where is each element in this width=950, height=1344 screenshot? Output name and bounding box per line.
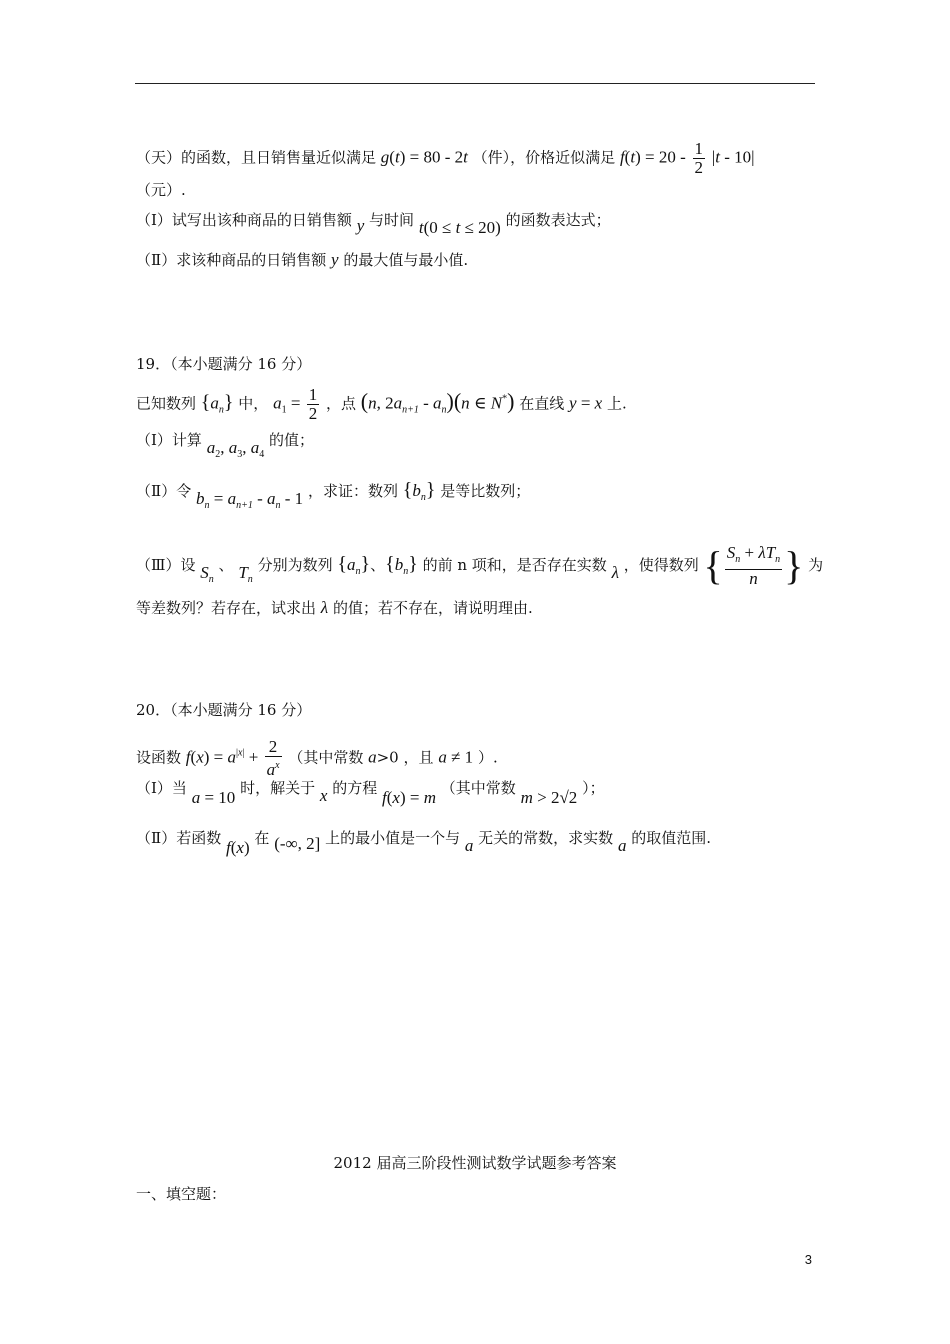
text: 20．（本小题满分 16 分） — [136, 701, 312, 719]
text: 的值；若不存在，请说明理由. — [332, 599, 533, 617]
text: 的最大值与最小值. — [343, 251, 469, 269]
text: （Ⅰ）试写出该种商品的日销售额 — [136, 211, 352, 229]
text: （Ⅰ）当 — [136, 779, 187, 797]
q19-line-2: （Ⅰ）计算 $a_2$, $a_3$, $a_4$ 的值； — [136, 431, 315, 460]
text: （其中常数 — [288, 748, 364, 767]
text: ）； — [582, 779, 605, 797]
text: 的方程 — [332, 779, 378, 797]
text: 的前 n 项和，是否存在实数 — [422, 556, 607, 574]
q20-line-3: （Ⅱ）若函数 f(x) 在 (-∞, 2] 上的最小值是一个与 a 无关的常数，求实数 a 的取值范围. — [136, 829, 712, 857]
section-fill-in-blank: 一、填空题： — [136, 1185, 227, 1203]
answer-title: 2012 届高三阶段性测试数学试题参考答案 — [333, 1154, 617, 1172]
text: 在 — [254, 829, 270, 847]
text: ）. — [477, 748, 498, 767]
q19-heading — [136, 354, 311, 374]
text: ，点 — [325, 394, 356, 413]
text: （天）的函数，且日销售量近似满足 — [136, 148, 377, 167]
q19-line-4: （Ⅲ）设 $S_n$ 、 $T_n$ 分别为数列 $\{a_n\}$、$\{b_n\}$ 的前 n 项和，是否存在实数 λ ，使得数列 { $\frac{S_n + \lambda T_n}{n}$ } 为 — [136, 543, 824, 588]
q19-line-3: （Ⅱ）令 $b_n = a_{n+1} - a_n - 1$ ，求证：数列 $\{b_n\}$ 是等比数列； — [136, 479, 531, 511]
header-rule — [135, 83, 815, 84]
text: 上. — [606, 394, 627, 413]
q18-line-1: （天）的函数，且日销售量近似满足 g(t) = 80 - 2t （件），价格近似满足 f(t) = 20 - $\frac{1}{2}$ |t - 10| — [136, 139, 755, 177]
q18-line-4: （Ⅱ）求该种商品的日销售额 y 的最大值与最小值. — [136, 250, 469, 269]
text: ，使得数列 — [623, 556, 699, 574]
text: ，且 — [403, 748, 434, 767]
text: 无关的常数，求实数 — [478, 829, 614, 847]
q20-line-2: （Ⅰ）当 a = 10 时，解关于 x 的方程 f(x) = m （其中常数 m > 2√2 ）； — [136, 779, 605, 807]
text: 时，解关于 — [240, 779, 316, 797]
text: （Ⅰ）计算 — [136, 431, 202, 449]
text: （Ⅱ）求该种商品的日销售额 — [136, 251, 327, 269]
fraction-2-over-ax: $\frac{2}{a^x}$ — [266, 737, 280, 779]
text: （元）. — [136, 181, 186, 199]
text: 的取值范围. — [631, 829, 712, 847]
text: 为 — [808, 556, 824, 574]
q18-line-2 — [136, 180, 186, 200]
fraction-half: $\frac{1}{2}$ — [308, 385, 318, 423]
text: 、 — [218, 556, 234, 574]
formula-f: f — [619, 147, 625, 167]
q18-line-3: （Ⅰ）试写出该种商品的日销售额 y 与时间 t(0 ≤ t ≤ 20) 的函数表达式； — [136, 211, 611, 237]
q19-line-5: 等差数列？若存在，试求出 λ 的值；若不存在，请说明理由. — [136, 598, 533, 617]
text: （Ⅱ）令 — [136, 482, 192, 500]
text: 在直线 — [519, 394, 565, 413]
formula-g: g — [380, 147, 390, 167]
fraction-half: $\frac{1}{2}$ — [694, 139, 704, 177]
text: 上的最小值是一个与 — [325, 829, 461, 847]
text: ，求证：数列 — [307, 482, 398, 500]
q20-heading — [136, 700, 311, 720]
text: 设函数 — [136, 748, 182, 767]
text: （件），价格近似满足 — [472, 148, 616, 167]
text: 中， — [238, 394, 269, 413]
text: （Ⅱ）若函数 — [136, 829, 222, 847]
text: 19．（本小题满分 16 分） — [136, 355, 312, 373]
text: 的值； — [269, 431, 315, 449]
text: 已知数列 — [136, 394, 197, 413]
text: （其中常数 — [440, 779, 516, 797]
text: （Ⅲ）设 — [136, 556, 196, 574]
text: 的函数表达式； — [505, 211, 611, 229]
q20-line-1: 设函数 $f(x) = a^{|x|}$ + $\frac{2}{a^x}$ （其中常数 a>0 ，且 a ≠ 1 ）. — [136, 737, 498, 779]
text: 是等比数列； — [440, 482, 531, 500]
text: 与时间 — [369, 211, 415, 229]
page-number: 3 — [804, 1252, 812, 1267]
text: 分别为数列 — [257, 556, 333, 574]
text: 等差数列？若存在，试求出 — [136, 599, 317, 617]
q19-line-1: 已知数列 $\{a_n\}$ 中， $a_1$ = $\frac{1}{2}$ ，点 (n, $2a_{n+1} - a_n)(n$ ∈ N*) 在直线 y = x 上. — [136, 385, 627, 423]
fraction-s-lambda-t: $\frac{S_n + \lambda T_n}{n}$ — [726, 543, 781, 588]
